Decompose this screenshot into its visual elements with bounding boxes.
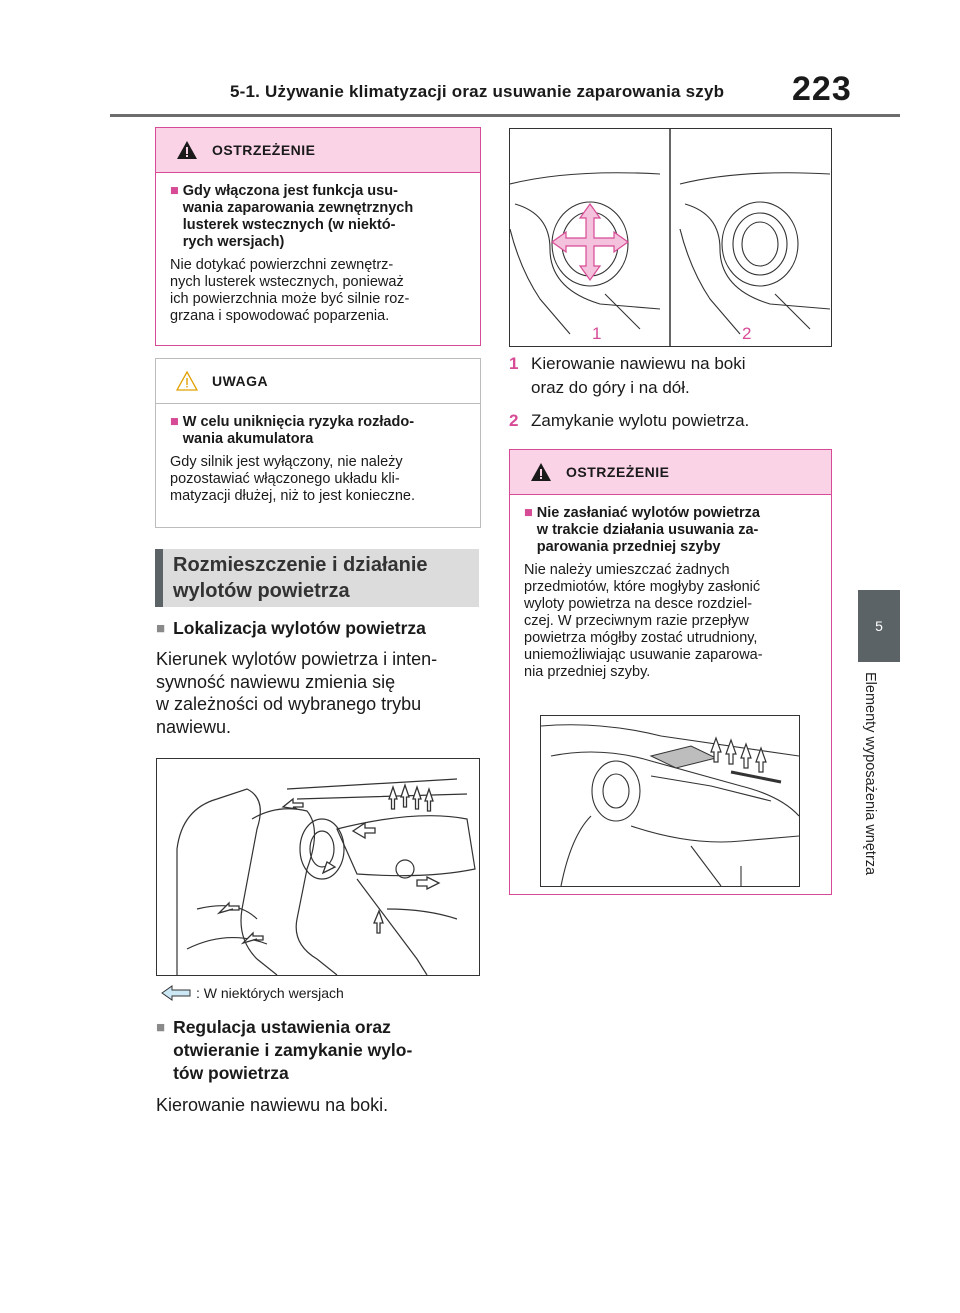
heading-line: Rozmieszczenie i działanie	[173, 554, 428, 576]
warning-body	[170, 257, 468, 325]
body-line: powietrza mógłby zostać utrudniony,	[524, 630, 758, 646]
vent-label-1: 1	[592, 324, 602, 343]
warning-box-defrost	[509, 449, 832, 895]
body-line: Nie dotykać powierzchni zewnętrz-	[170, 257, 394, 273]
step-number: 2	[509, 411, 519, 430]
header-title: 5-1. Używanie klimatyzacji oraz usuwanie zaparowania szyb	[230, 82, 725, 101]
body-line: uniemożliwiając usuwanie zaparowa-	[524, 647, 763, 663]
subsection-paragraph	[156, 648, 486, 738]
cabin-airflow-illustration	[156, 758, 480, 976]
bullet-square-icon: ■	[524, 505, 533, 521]
warning-heading: OSTRZEŻENIE	[212, 142, 316, 158]
warning-item-title	[170, 183, 468, 251]
subsection-title-adjustment	[156, 1016, 412, 1085]
item-line: wania akumulatora	[182, 431, 314, 447]
body-line: matyzacji dłużej, niż to jest konieczne.	[170, 488, 415, 504]
bullet-square-icon: ■	[156, 620, 166, 637]
item-line: lusterek wstecznych (w niektó-	[182, 217, 396, 233]
optional-vent-arrow-icon	[160, 985, 192, 1001]
body-line: ich powierzchnia może być silnie roz-	[170, 291, 410, 307]
caution-triangle-outline-icon	[176, 371, 198, 391]
body-line: nia przedniej szyby.	[524, 664, 651, 680]
warning-item-title	[524, 505, 819, 556]
warning-triangle-icon	[176, 140, 198, 160]
caption-text: : W niektórych wersjach	[196, 985, 344, 1001]
item-line: parowania przedniej szyby	[536, 539, 721, 555]
subsection-title-text: Lokalizacja wylotów powietrza	[173, 618, 426, 638]
warning-triangle-icon	[530, 462, 552, 482]
item-line: W celu uniknięcia ryzyka rozłado-	[182, 414, 415, 430]
para-line: w zależności od wybranego trybu	[156, 694, 422, 714]
title-line: tów powietrza	[173, 1063, 289, 1083]
cabin-airflow-drawing	[157, 759, 479, 975]
warning-box-mirrors	[155, 127, 481, 346]
para-line: nawiewu.	[156, 716, 232, 737]
notice-box-battery	[155, 358, 481, 528]
body-line: Nie należy umieszczać żadnych	[524, 562, 730, 578]
item-line: wania zaparowania zewnętrznych	[182, 200, 414, 216]
body-line: przedmiotów, które mogłyby zasłonić	[524, 579, 761, 595]
body-line: Gdy silnik jest wyłączony, nie należy	[170, 454, 403, 470]
step-line: Kierowanie nawiewu na boki	[531, 354, 746, 373]
header-rule	[110, 114, 900, 117]
title-line: otwieranie i zamykanie wylo-	[173, 1040, 413, 1060]
notice-body	[170, 454, 468, 505]
vent-adjustment-illustration	[509, 128, 832, 347]
item-line: Gdy włączona jest funkcja usu-	[182, 183, 398, 199]
bullet-square-icon: ■	[170, 414, 179, 430]
step-line: Zamykanie wylotu powietrza.	[531, 411, 750, 430]
body-line: wyloty powietrza na desce rozdziel-	[524, 596, 753, 612]
body-line: pozostawiać włączonego układu kli-	[170, 471, 400, 487]
defrost-dashboard-drawing	[541, 716, 799, 886]
bullet-square-icon: ■	[170, 183, 179, 199]
subsection2-paragraph: Kierowanie nawiewu na boki.	[156, 1095, 389, 1115]
item-line: w trakcie działania usuwania za-	[536, 522, 759, 538]
vent-adjustment-drawing	[510, 129, 831, 346]
step-1	[509, 352, 746, 400]
chapter-label-text: Elementy wyposażenia wnętrza	[862, 672, 878, 876]
notice-heading: UWAGA	[212, 373, 269, 389]
chapter-label	[848, 672, 878, 972]
title-line: Regulacja ustawienia oraz	[173, 1017, 391, 1037]
warning-header	[156, 128, 480, 173]
section-heading	[155, 549, 479, 607]
step-line: oraz do góry i na dół.	[531, 378, 690, 397]
warning-body	[524, 562, 819, 681]
notice-header	[156, 359, 480, 404]
figure-caption	[160, 985, 344, 1001]
page-number: 223	[792, 70, 852, 108]
body-line: nych lusterek wstecznych, ponieważ	[170, 274, 404, 290]
warning-header	[510, 450, 831, 495]
chapter-number: 5	[875, 618, 883, 634]
defrost-dashboard-illustration	[540, 715, 800, 887]
vent-label-2: 2	[742, 324, 752, 343]
item-line: Nie zasłaniać wylotów powietrza	[536, 505, 760, 521]
para-line: Kierunek wylotów powietrza i inten-	[156, 649, 438, 669]
body-line: grzana i spowodować poparzenia.	[170, 308, 390, 324]
notice-item-title	[170, 414, 468, 448]
bullet-square-icon: ■	[156, 1019, 166, 1036]
para-line: sywność nawiewu zmienia się	[156, 671, 396, 692]
body-line: czej. W przeciwnym razie przepływ	[524, 613, 749, 629]
subsection-title-location	[156, 617, 426, 640]
step-number: 1	[509, 354, 519, 373]
heading-line: wylotów powietrza	[173, 580, 350, 602]
step-2	[509, 409, 749, 433]
item-line: rych wersjach)	[182, 234, 285, 250]
warning-heading: OSTRZEŻENIE	[566, 464, 670, 480]
chapter-tab	[858, 590, 900, 662]
